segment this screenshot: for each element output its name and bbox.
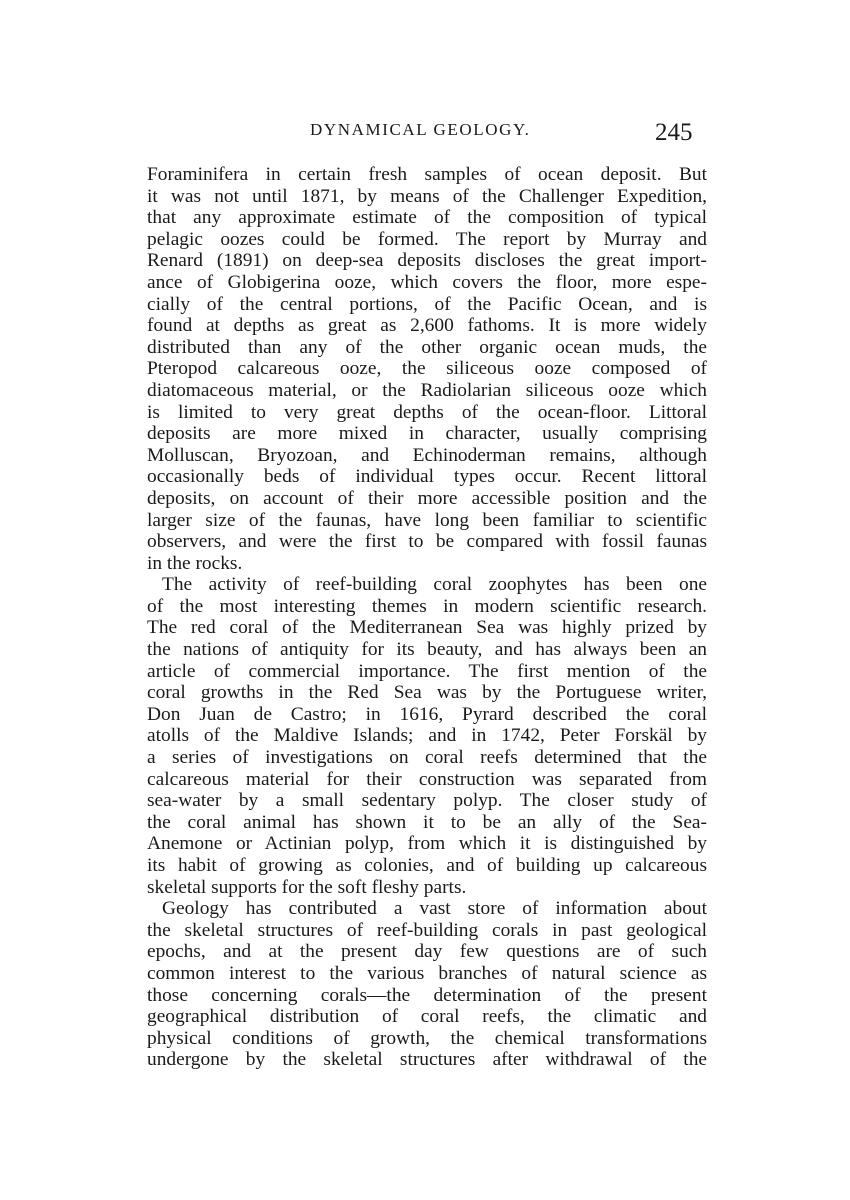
text-line: found at depths as great as 2,600 fathoms. It is more widely <box>147 315 707 337</box>
text-line: epochs, and at the present day few questions are of such <box>147 941 707 963</box>
running-title: DYNAMICAL GEOLOGY. <box>310 120 531 139</box>
text-line: its habit of growing as colonies, and of building up calcareous <box>147 855 707 876</box>
text-line: that any approximate estimate of the composition of typical <box>147 207 707 229</box>
text-line: article of commercial importance. The first mention of the <box>147 660 707 682</box>
text-line: the skeletal structures of reef-building corals in past geological <box>147 919 707 941</box>
text-line: ance of Globigerina ooze, which covers the floor, more espe- <box>147 271 707 293</box>
text-line: undergone by the skeletal structures after withdrawal of the <box>147 1049 707 1071</box>
text-line: Foraminifera in certain fresh samples of ocean deposit. But <box>147 164 707 185</box>
text-line: a series of investigations on coral reefs determined that the <box>147 747 707 769</box>
text-line: it was not until 1871, by means of the Challenger Expedition, <box>147 185 707 207</box>
text-line: of the most interesting themes in modern scientific research. <box>147 595 707 617</box>
text-line: the nations of antiquity for its beauty, and has always been an <box>147 639 707 661</box>
body-text <box>147 164 707 1071</box>
text-line: diatomaceous material, or the Radiolarian siliceous ooze which <box>147 379 707 401</box>
text-line: in the rocks. <box>147 552 243 574</box>
text-line: is limited to very great depths of the ocean-floor. Littoral <box>147 401 707 423</box>
text-line: deposits are more mixed in character, usually comprising <box>147 423 707 445</box>
text-line: Pteropod calcareous ooze, the siliceous ooze composed of <box>147 358 707 380</box>
text-line: The activity of reef-building coral zoophytes has been one <box>162 574 707 596</box>
text-line: distributed than any of the other organic ocean muds, the <box>147 336 707 358</box>
text-line: Renard (1891) on deep-sea deposits discloses the great import- <box>147 250 707 272</box>
text-line: sea-water by a small sedentary polyp. The closer study of <box>147 790 707 812</box>
running-head <box>0 118 850 148</box>
text-line: observers, and were the first to be compared with fossil faunas <box>147 531 707 553</box>
text-line: skeletal supports for the soft fleshy parts. <box>147 876 467 898</box>
text-line: Anemone or Actinian polyp, from which it is distinguished by <box>147 833 707 855</box>
page-number: 245 <box>655 119 693 146</box>
text-line: Geology has contributed a vast store of information about <box>162 898 707 920</box>
text-line: atolls of the Maldive Islands; and in 1742, Peter Forskäl by <box>147 725 707 747</box>
text-line: common interest to the various branches of natural science as <box>147 962 707 984</box>
text-line: calcareous material for their construction was separated from <box>147 768 707 790</box>
text-line: occasionally beds of individual types occur. Recent littoral <box>147 466 707 488</box>
text-line: cially of the central portions, of the Pacific Ocean, and is <box>147 293 707 315</box>
text-line: The red coral of the Mediterranean Sea was highly prized by <box>147 617 707 639</box>
text-line: Don Juan de Castro; in 1616, Pyrard described the coral <box>147 703 707 725</box>
text-line: geographical distribution of coral reefs, the climatic and <box>147 1006 707 1028</box>
text-line: physical conditions of growth, the chemical transformations <box>147 1027 707 1049</box>
text-line: the coral animal has shown it to be an ally of the Sea- <box>147 811 707 833</box>
text-line: coral growths in the Red Sea was by the Portuguese writer, <box>147 682 707 704</box>
text-line: pelagic oozes could be formed. The report by Murray and <box>147 228 707 250</box>
text-line: those concerning corals—the determination of the present <box>147 984 707 1006</box>
text-line: Molluscan, Bryozoan, and Echinoderman remains, although <box>147 444 707 466</box>
text-line: larger size of the faunas, have long been familiar to scientific <box>147 509 707 531</box>
text-line: deposits, on account of their more accessible position and the <box>147 487 707 509</box>
